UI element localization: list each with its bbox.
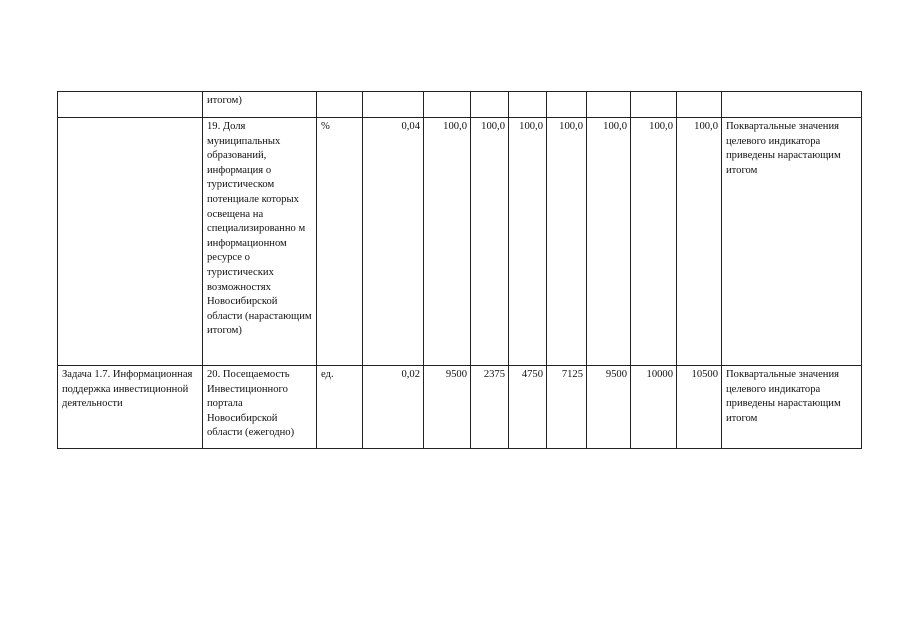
value-cell: 100,0 bbox=[587, 118, 631, 366]
table-row bbox=[58, 118, 862, 366]
note-cell: Поквартальные значения целевого индикатора приведены нарастающим итогом bbox=[722, 118, 862, 366]
value-cell: 10500 bbox=[677, 366, 722, 449]
indicator-cell: итогом) bbox=[203, 92, 317, 118]
value-cell: 4750 bbox=[509, 366, 547, 449]
note-cell bbox=[722, 92, 862, 118]
value-cell bbox=[471, 92, 509, 118]
value-cell: 2375 bbox=[471, 366, 509, 449]
unit-cell bbox=[317, 92, 363, 118]
value-cell bbox=[677, 92, 722, 118]
weight-cell bbox=[363, 92, 424, 118]
task-cell: Задача 1.7. Информационная поддержка инвестиционной деятельности bbox=[58, 366, 203, 449]
table-row bbox=[58, 92, 862, 118]
value-cell: 100,0 bbox=[509, 118, 547, 366]
value-cell bbox=[631, 92, 677, 118]
note-cell: Поквартальные значения целевого индикатора приведены нарастающим итогом bbox=[722, 366, 862, 449]
value-cell bbox=[424, 92, 471, 118]
value-cell: 7125 bbox=[547, 366, 587, 449]
task-cell bbox=[58, 118, 203, 366]
weight-cell: 0,04 bbox=[363, 118, 424, 366]
weight-cell: 0,02 bbox=[363, 366, 424, 449]
value-cell: 100,0 bbox=[631, 118, 677, 366]
value-cell: 100,0 bbox=[547, 118, 587, 366]
indicator-cell: 20. Посещаемость Инвестиционного портала Новосибирской области (ежегодно) bbox=[203, 366, 317, 449]
indicator-cell: 19. Доля муниципальных образований, информация о туристическом потенциале которых освещена на специализированно м информационном ресурсе о туристических возможностях Новосибирской области (нарастающим итогом) bbox=[203, 118, 317, 366]
value-cell: 100,0 bbox=[677, 118, 722, 366]
unit-cell: % bbox=[317, 118, 363, 366]
table-row bbox=[58, 366, 862, 449]
unit-cell: ед. bbox=[317, 366, 363, 449]
task-cell bbox=[58, 92, 203, 118]
value-cell bbox=[509, 92, 547, 118]
value-cell: 100,0 bbox=[471, 118, 509, 366]
value-cell bbox=[547, 92, 587, 118]
value-cell: 100,0 bbox=[424, 118, 471, 366]
value-cell: 9500 bbox=[587, 366, 631, 449]
indicator-table bbox=[57, 91, 862, 449]
value-cell bbox=[587, 92, 631, 118]
value-cell: 9500 bbox=[424, 366, 471, 449]
value-cell: 10000 bbox=[631, 366, 677, 449]
